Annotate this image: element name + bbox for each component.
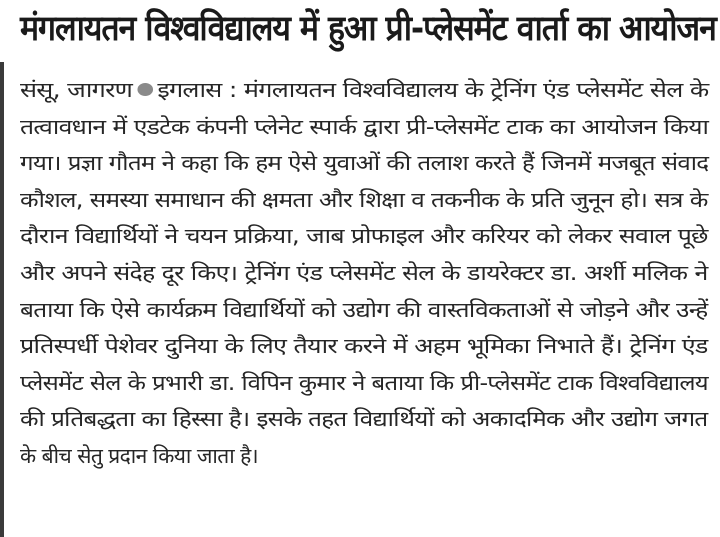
article-text-first: मंगलायतन विश्वविद्यालय के ट्रेनिंग एंड प्लेसमेंट सेल के [243,78,709,102]
article-line-1 [20,72,720,109]
article-line-10: की प्रतिबद्धता का हिस्सा है। इसके तहत विद्यार्थियों को अकादमिक और उद्योग जगत [20,407,708,432]
dateline-place: इगलास : [157,78,237,102]
column-rule [0,62,4,537]
article-line-4: कौशल, समस्या समाधान की क्षमता और शिक्षा व तकनीक के प्रति जुनून हो। सत्र के [20,187,708,212]
article-line-8: प्रतिस्पर्धी पेशेवर दुनिया के लिए तैयार करने में अहम भूमिका निभाते हैं। ट्रेनिंग एंड [20,334,708,359]
article-line-7: बताया कि ऐसे कार्यक्रम विद्यार्थियों को उद्योग की वास्तविकताओं से जोड़ने और उन्हें [20,297,708,322]
article-line-2: तत्वावधान में एडटेक कंपनी प्लेनेट स्पार्क द्वारा प्री-प्लेसमेंट टाक का आयोजन किया [20,114,709,139]
headline: मंगलायतन विश्वविद्यालय में हुआ प्री-प्लेसमेंट वार्ता का आयोजन [20,9,716,49]
article-line-11: के बीच सेतु प्रदान किया जाता है। [20,443,259,468]
article-line-6: और अपने संदेह दूर किए। ट्रेनिंग एंड प्लेसमेंट सेल के डायरेक्टर डा. अर्शी मलिक ने [20,260,708,285]
article-body [20,72,710,475]
article-line-9: प्लेसमेंट सेल के प्रभारी डा. विपिन कुमार ने बताया कि प्री-प्लेसमेंट टाक विश्वविद्यालय [20,370,708,395]
dateline-source: संसू, जागरण [20,78,133,102]
article-line-3: गया। प्रज्ञा गौतम ने कहा कि हम ऐसे युवाओं की तलाश करते हैं जिनमें मजबूत संवाद [20,151,709,176]
article-line-5: दौरान विद्यार्थियों ने चयन प्रक्रिया, जाब प्रोफाइल और करियर को लेकर सवाल पूछे [20,224,708,249]
bullet-icon [137,83,153,96]
